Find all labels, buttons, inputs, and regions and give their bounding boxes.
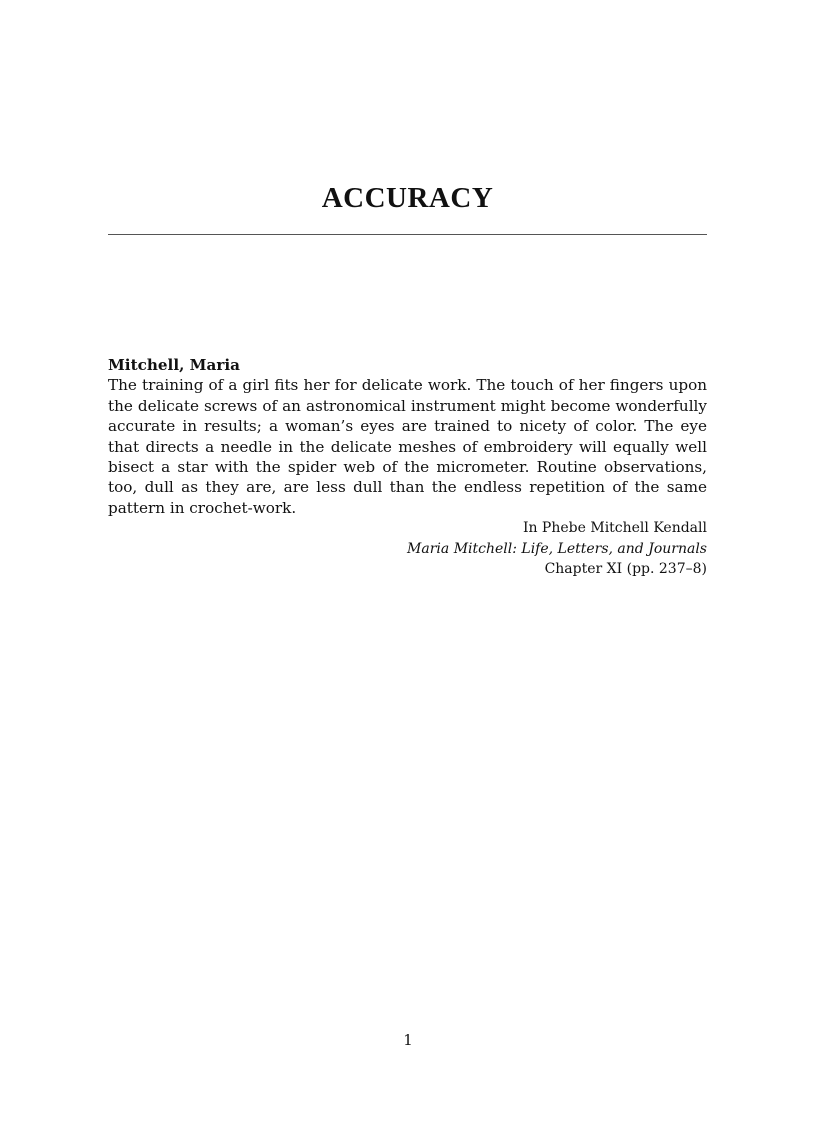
page-number: 1 [403,1031,413,1049]
source-attribution: In Phebe Mitchell Kendall [522,520,707,537]
quote-source [108,518,707,579]
source-book-title: Maria Mitchell: Life, Letters, and Journals [407,540,707,557]
section-title: ACCURACY [321,182,494,214]
title-rule [108,234,707,235]
quote-author: Mitchell, Maria [108,356,240,374]
source-chapter: Chapter XI (pp. 237–8) [544,561,707,578]
quote-text: The training of a girl fits her for delicate work. The touch of her fingers upon the delicate screws of an astronomical instrument might become wonderfully accurate in results; a woman’s eyes are trained to nicety of color. The eye that directs a needle in the delicate meshes of embroidery will equally well bisect a star with the spider web of the micrometer. Routine observations, too, dull as they are, are less dull than the endless repetition of the same pattern in crochet-work. [108,376,707,517]
quotation-entry [108,355,707,579]
